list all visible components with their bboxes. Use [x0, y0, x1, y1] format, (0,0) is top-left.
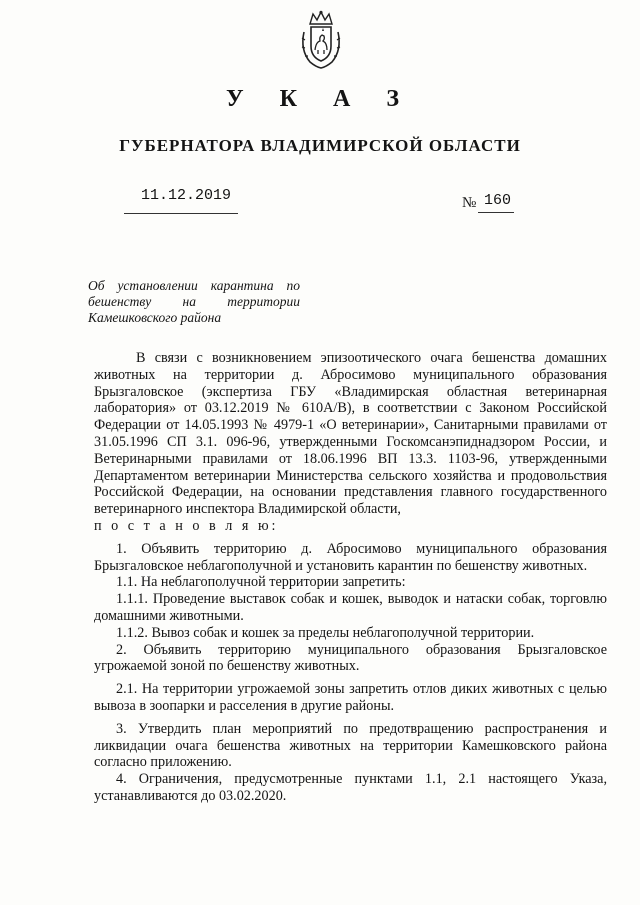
decree-subject — [88, 278, 300, 326]
decree-number: 160 — [484, 192, 512, 209]
date-underline — [124, 213, 238, 214]
decree-body — [94, 350, 607, 805]
decree-item: 1.1.2. Вывоз собак и кошек за пределы неблагополучной территории. — [116, 624, 535, 641]
number-underline — [478, 212, 514, 213]
decree-item: 2. Объявить территорию муниципального образования Брызгаловское угрожаемой зоной по бешенству животных. — [94, 641, 607, 675]
subject-line: Об установлении карантина по — [88, 278, 300, 293]
decree-item: 1.1. На неблагополучной территории запретить: — [116, 574, 406, 591]
decree-word: п о с т а н о в л я ю: — [94, 517, 279, 534]
decree-date: 11.12.2019 — [141, 187, 232, 204]
number-sign: № — [462, 195, 477, 211]
subject-line: бешенству на территории — [88, 294, 300, 309]
document-issuer: ГУБЕРНАТОРА ВЛАДИМИРСКОЙ ОБЛАСТИ — [119, 136, 521, 155]
decree-item: 1.1.1. Проведение выставок собак и кошек, выводок и натаски собак, торговлю домашними животными. — [94, 591, 607, 624]
preamble-paragraph: В связи с возникновением эпизоотического очага бешенства домашних животных на территории д. Абросимово муниципального образования Брызгаловское (экспертиза ГБУ «Владимирская областная ветеринарная лаборатория» от 03.12.2019 № 610А/В), в соответствии с Законом Российской Федерации от 14.05.1993 № 4979-1 «О ветеринарии», Санитарными правилами от 31.05.1996 СП 3.1. 096-96, утвержденными Госкомсанэпиднадзором России, и Ветеринарными правилами от 18.06.1996 ВП 13.3. 1103-96, утвержденными Департаментом ветеринарии Министерства сельского хозяйства и продовольствия Российской Федерации, на основании представления главного государственного ветеринарного инспектора Владимирской области, — [94, 350, 607, 518]
decree-item: 1. Объявить территорию д. Абросимово муниципального образования Брызгаловское неблагополучной и установить карантин по бешенству животных. — [94, 540, 607, 574]
decree-item: 3. Утвердить план мероприятий по предотвращению распространения и ликвидации очага бешенства животных на территории Камешковского района согласно приложению. — [94, 720, 607, 771]
decree-item: 4. Ограничения, предусмотренные пунктами 1.1, 2.1 настоящего Указа, устанавливаются до 03.02.2020. — [94, 771, 607, 804]
decree-item: 2.1. На территории угрожаемой зоны запретить отлов диких животных с целью вывоза в зоопарки и расселения в другие районы. — [94, 681, 607, 714]
coat-of-arms-icon — [296, 10, 346, 70]
document-title: У К А З — [225, 86, 414, 112]
subject-line: Камешковского района — [88, 310, 222, 325]
